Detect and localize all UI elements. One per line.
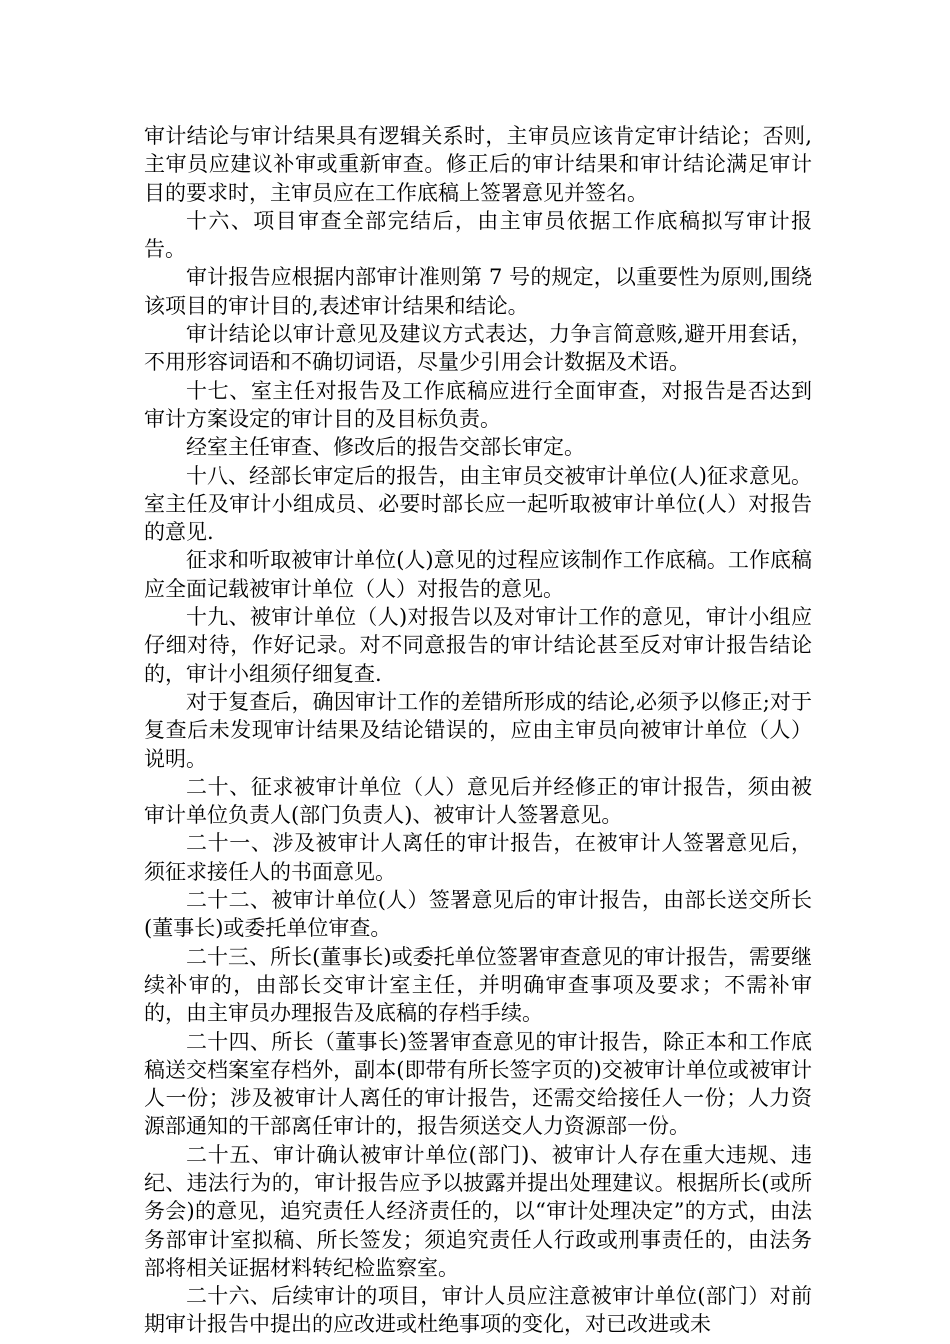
paragraph-7: 十八、经部长审定后的报告，由主审员交被审计单位(人)征求意见。室主任及审计小组成员、必要时部长应一起听取被审计单位(人）对报告的意见. [144,463,812,545]
paragraph-16: 二十五、审计确认被审计单位(部门)、被审计人存在重大违规、违纪、违法行为的，审计报告应予以披露并提出处理建议。根据所长(或所务会)的意见，追究责任人经济责任的，以“审计处理决定”的方式，由法务部审计室拟稿、所长签发；须追究责任人行政或刑事责任的，由法务部将相关证据材料转纪检监察室。 [144,1142,812,1280]
document-body [144,122,812,1339]
paragraph-12: 二十一、涉及被审计人离任的审计报告，在被审计人签署意见后，须征求接任人的书面意见。 [144,831,812,884]
paragraph-1: 审计结论与审计结果具有逻辑关系时，主审员应该肯定审计结论；否则,主审员应建议补审或重新审查。修正后的审计结果和审计结论满足审计目的要求时，主审员应在工作底稿上签署意见并签名。 [144,124,812,205]
paragraph-9: 十九、被审计单位（人)对报告以及对审计工作的意见，审计小组应仔细对待，作好记录。对不同意报告的审计结论甚至反对审计报告结论的，审计小组须仔细复查. [144,605,812,686]
paragraph-11: 二十、征求被审计单位（人）意见后并经修正的审计报告，须由被审计单位负责人(部门负责人)、被审计人签署意见。 [144,774,812,828]
paragraph-17: 二十六、后续审计的项目，审计人员应注意被审计单位(部门）对前期审计报告中提出的应改进或杜绝事项的变化，对已改进或未 [144,1284,812,1337]
paragraph-14: 二十三、所长(董事长)或委托单位签署审查意见的审计报告，需要继续补审的，由部长交审计室主任，并明确审查事项及要求；不需补审的，由主审员办理报告及底稿的存档手续。 [144,944,812,1026]
paragraph-2: 十六、项目审查全部完结后，由主审员依据工作底稿拟写审计报告。 [144,208,812,262]
paragraph-13: 二十二、被审计单位(人）签署意见后的审计报告，由部长送交所长(董事长)或委托单位审查。 [144,888,812,941]
paragraph-5: 十七、室主任对报告及工作底稿应进行全面审查，对报告是否达到审计方案设定的审计目的及目标负责。 [144,378,812,431]
paragraph-6: 经室主任审查、修改后的报告交部长审定。 [186,435,585,460]
paragraph-4: 审计结论以审计意见及建议方式表达，力争言简意赅,避开用套话，不用形容词语和不确切词语，尽量少引用会计数据及术语。 [144,322,812,375]
paragraph-3: 审计报告应根据内部审计准则第 7 号的规定，以重要性为原则,围绕该项目的审计目的,表述审计结果和结论。 [144,265,812,318]
paragraph-10: 对于复查后，确因审计工作的差错所形成的结论,必须予以修正;对于复查后未发现审计结果及结论错误的，应由主审员向被审计单位（人）说明。 [144,689,812,771]
paragraph-8: 征求和听取被审计单位(人)意见的过程应该制作工作底稿。工作底稿应全面记载被审计单位（人）对报告的意见。 [144,548,812,601]
paragraph-15: 二十四、所长（董事长)签署审查意见的审计报告，除正本和工作底稿送交档案室存档外，副本(即带有所长签字页的)交被审计单位或被审计人一份；涉及被审计人离任的审计报告，还需交给接任人一份；人力资源部通知的干部离任审计的，报告须送交人力资源部一份。 [144,1029,812,1139]
